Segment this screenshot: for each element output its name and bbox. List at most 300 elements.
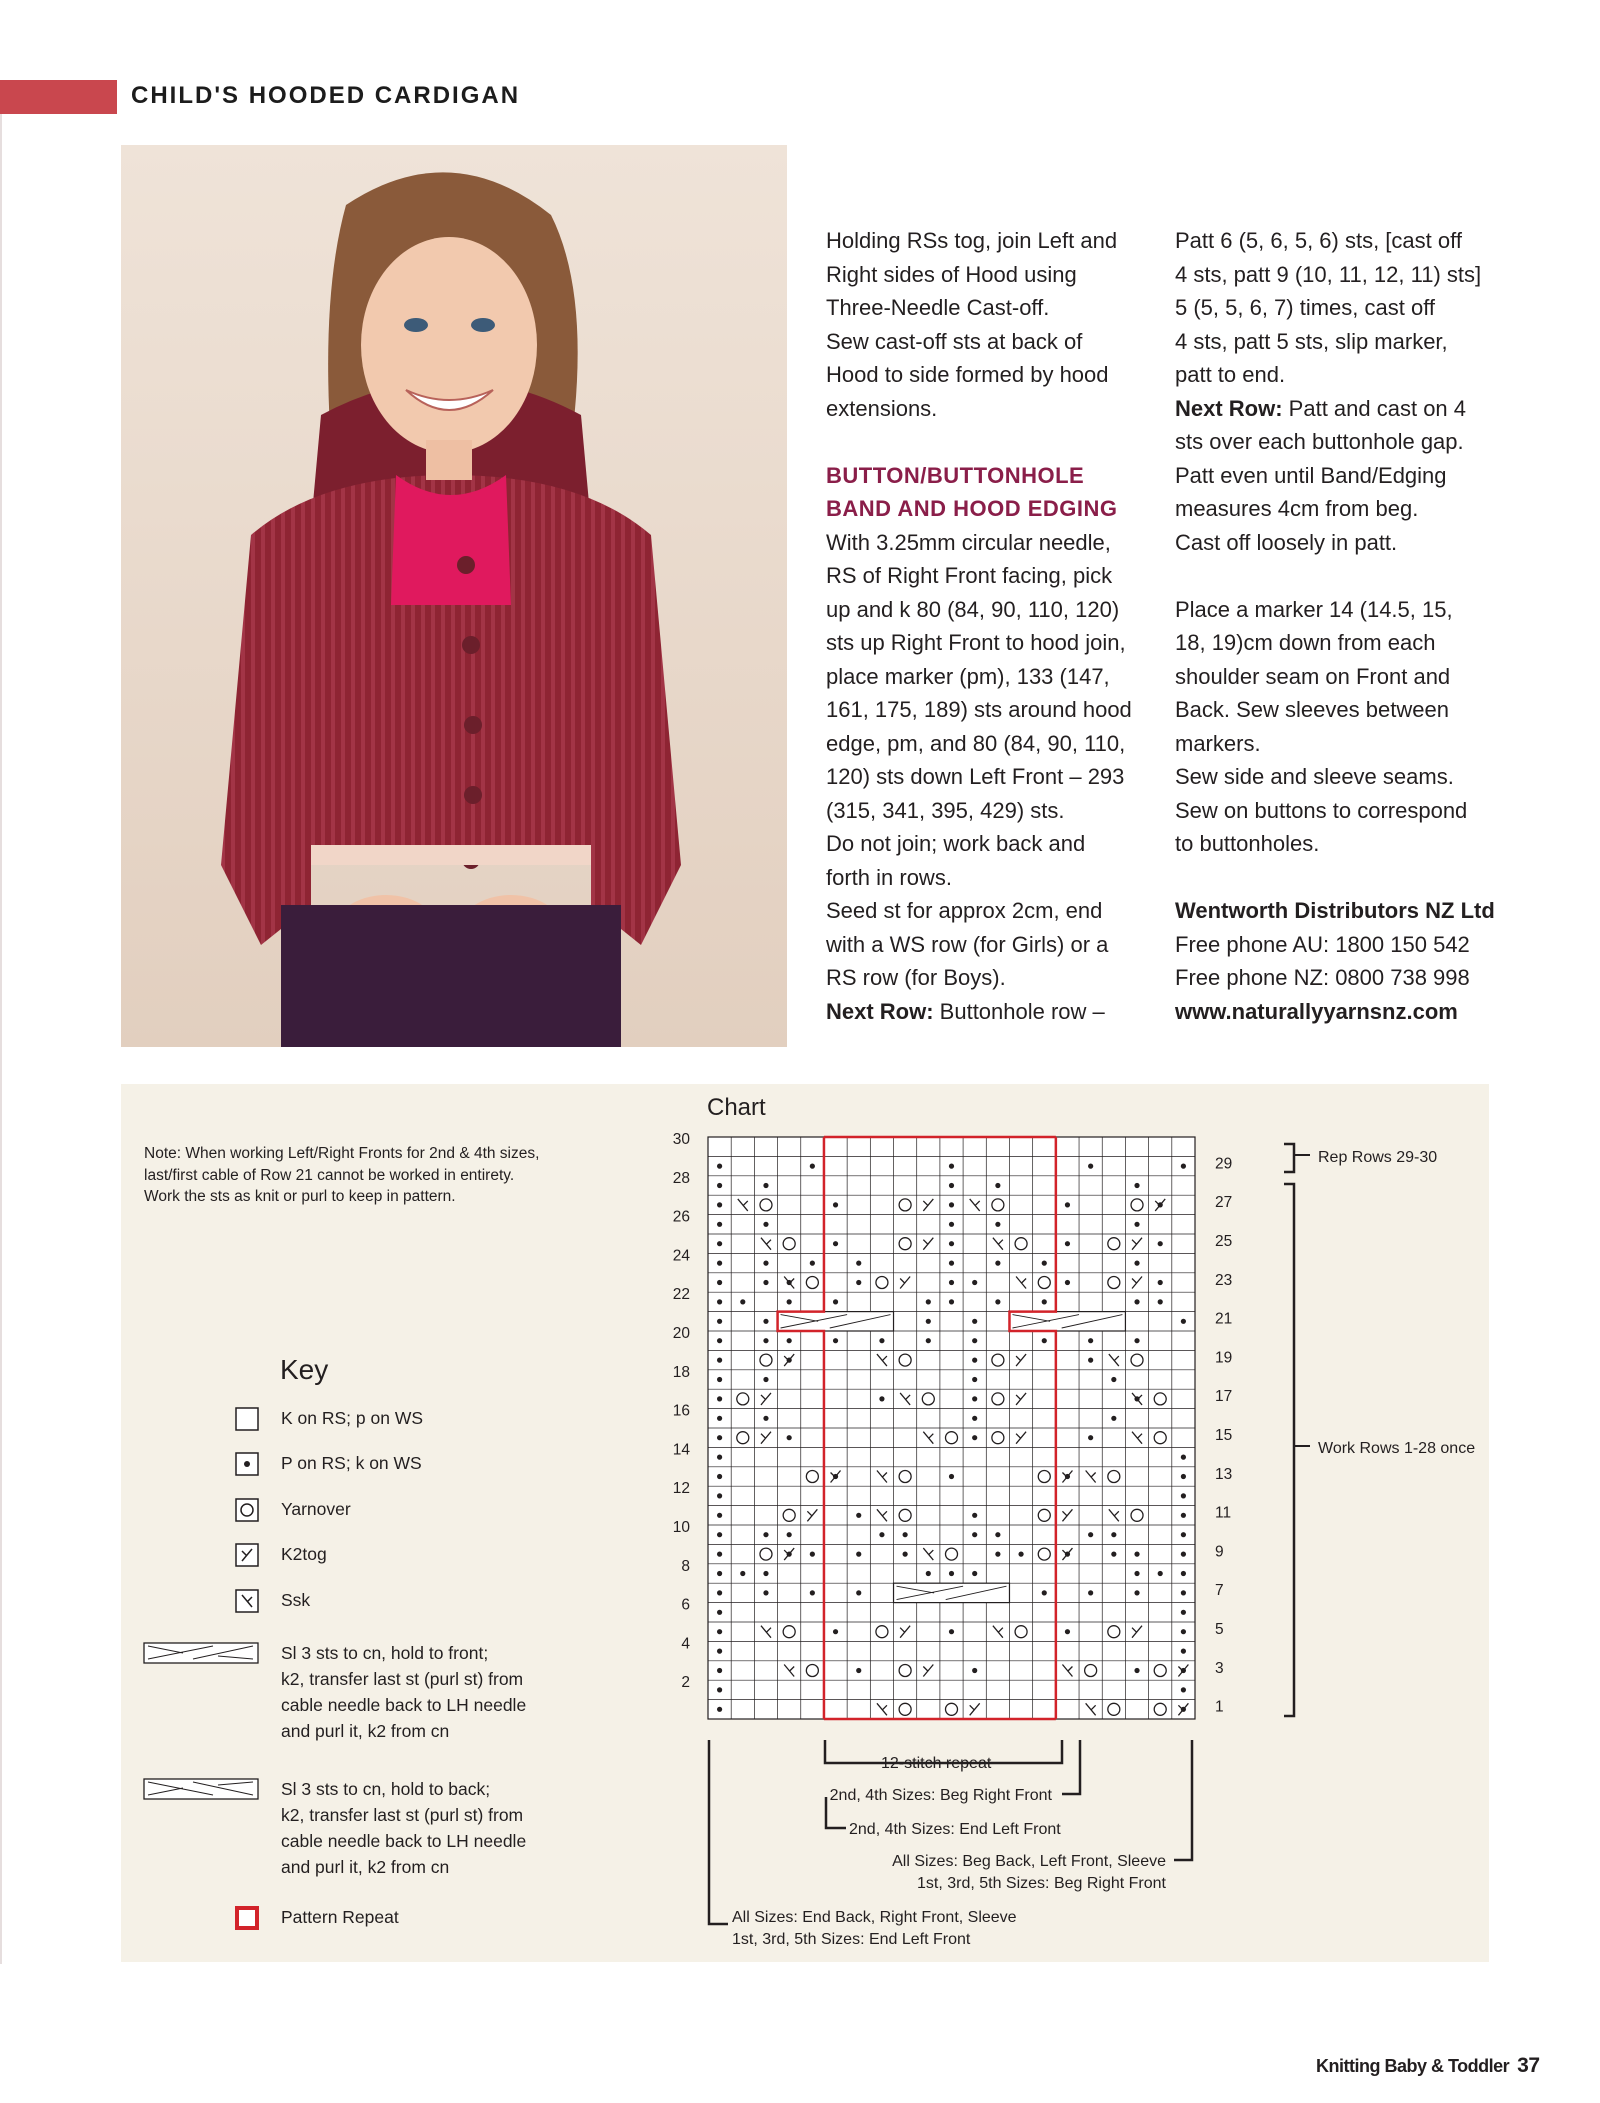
yarnover-stitch xyxy=(1108,1277,1120,1289)
row-number: 25 xyxy=(1215,1233,1233,1250)
text-line: With 3.25mm circular needle, xyxy=(826,529,1111,555)
text-line: Three-Needle Cast-off. xyxy=(826,295,1050,320)
key-label-line: k2, transfer last st (purl st) from xyxy=(281,1805,524,1825)
purl-stitch xyxy=(787,1435,792,1440)
purl-stitch xyxy=(717,1299,722,1304)
row-number: 5 xyxy=(1215,1621,1224,1638)
text-line: 5 (5, 5, 6, 7) times, cast off xyxy=(1175,295,1436,320)
purl-stitch xyxy=(1158,1280,1163,1285)
yarnover-stitch xyxy=(1015,1238,1027,1250)
purl-stitch xyxy=(949,1183,954,1188)
yarnover-stitch xyxy=(1015,1626,1027,1638)
purl-stitch xyxy=(1065,1629,1070,1634)
text-line: Free phone NZ: 0800 738 998 xyxy=(1175,965,1470,990)
yarnover-stitch xyxy=(806,1277,818,1289)
purl-stitch xyxy=(717,1455,722,1460)
purl-stitch xyxy=(1042,1590,1047,1595)
key-label-line: cable needle back to LH needle xyxy=(281,1831,527,1851)
purl-stitch xyxy=(1158,1571,1163,1576)
purl-stitch xyxy=(717,1649,722,1654)
purl-stitch xyxy=(1181,1649,1186,1654)
yarnover-stitch xyxy=(1154,1432,1166,1444)
purl-stitch xyxy=(1065,1280,1070,1285)
purl-stitch xyxy=(972,1396,977,1401)
purl-stitch xyxy=(1181,1493,1186,1498)
yarnover-stitch xyxy=(760,1548,772,1560)
row-number: 10 xyxy=(672,1519,690,1536)
purl-stitch xyxy=(856,1513,861,1518)
yarnover-stitch xyxy=(1038,1471,1050,1483)
purl-stitch xyxy=(717,1261,722,1266)
purl-stitch xyxy=(717,1552,722,1557)
purl-stitch xyxy=(1134,1261,1139,1266)
purl-stitch xyxy=(833,1629,838,1634)
repeat-label: 12-stitch repeat xyxy=(881,1755,992,1772)
line-rest: Buttonhole row – xyxy=(933,998,1105,1024)
yarnover-stitch xyxy=(899,1703,911,1715)
row-number: 29 xyxy=(1215,1155,1233,1173)
purl-stitch xyxy=(763,1377,768,1382)
purl-stitch xyxy=(1088,1164,1093,1169)
row-number: 6 xyxy=(681,1596,690,1614)
yarnover-stitch xyxy=(783,1509,795,1521)
purl-stitch xyxy=(995,1299,1000,1304)
yarnover-stitch xyxy=(876,1277,888,1289)
text-line: RS row (for Boys). xyxy=(826,965,1006,990)
text-line: sts up Right Front to hood join, xyxy=(826,630,1126,655)
purl-stitch xyxy=(949,1629,954,1634)
purl-stitch xyxy=(1088,1590,1093,1595)
purl-stitch xyxy=(833,1241,838,1246)
text-line: Sew on buttons to correspond xyxy=(1175,797,1468,823)
purl-stitch xyxy=(879,1396,884,1401)
text-line: patt to end. xyxy=(1175,362,1286,387)
key-label-line: Ssk xyxy=(281,1590,311,1610)
row-number: 2 xyxy=(681,1674,690,1692)
purl-stitch xyxy=(717,1396,722,1401)
cable-stitch xyxy=(1009,1312,1125,1331)
purl-stitch xyxy=(995,1532,1000,1537)
purl-stitch xyxy=(763,1280,768,1285)
key-label-line: P on RS; k on WS xyxy=(281,1453,422,1473)
work-rows-label: Work Rows 1-28 once xyxy=(1318,1440,1476,1457)
purl-stitch xyxy=(879,1532,884,1537)
purl-stitch xyxy=(1088,1435,1093,1440)
key-label-line: and purl it, k2 from cn xyxy=(281,1857,450,1877)
text-line: to buttonholes. xyxy=(1175,831,1320,856)
purl-stitch xyxy=(763,1532,768,1537)
row-number: 22 xyxy=(672,1286,690,1304)
section-subheading: BAND AND HOOD EDGING xyxy=(826,496,1118,521)
purl-stitch xyxy=(972,1416,977,1421)
purl-stitch xyxy=(1181,1571,1186,1576)
yarnover-stitch xyxy=(1038,1509,1050,1521)
yarnover-stitch xyxy=(899,1471,911,1483)
yarnover-stitch xyxy=(760,1354,772,1366)
key-label-line: Yarnover xyxy=(281,1499,351,1519)
purl-stitch xyxy=(972,1513,977,1518)
yarnover-stitch xyxy=(1131,1509,1143,1521)
page-number: 37 xyxy=(1517,2054,1540,2077)
purl-stitch xyxy=(949,1202,954,1207)
purl-stitch xyxy=(972,1338,977,1343)
row-number: 17 xyxy=(1215,1388,1233,1406)
text-line: RS of Right Front facing, pick xyxy=(826,563,1113,588)
purl-stitch xyxy=(787,1299,792,1304)
row-number: 20 xyxy=(672,1325,690,1342)
purl-stitch xyxy=(995,1183,1000,1188)
purl-stitch xyxy=(763,1222,768,1227)
size-bracket xyxy=(1174,1740,1192,1860)
purl-stitch xyxy=(717,1474,722,1479)
yarnover-stitch xyxy=(946,1432,958,1444)
purl-stitch xyxy=(717,1338,722,1343)
purl-stitch xyxy=(949,1571,954,1576)
row-number: 27 xyxy=(1215,1194,1233,1212)
purl-stitch xyxy=(995,1222,1000,1227)
purl-stitch xyxy=(810,1552,815,1557)
bold-lead: Next Row: xyxy=(1175,395,1283,421)
row-number: 16 xyxy=(672,1402,690,1420)
purl-stitch xyxy=(1181,1629,1186,1634)
text-line: sts over each buttonhole gap. xyxy=(1175,429,1464,454)
purl-stitch xyxy=(856,1668,861,1673)
yarnover-stitch xyxy=(1108,1471,1120,1483)
purl-stitch xyxy=(1134,1571,1139,1576)
yarnover-stitch xyxy=(899,1238,911,1250)
bold-line: Wentworth Distributors NZ Ltd xyxy=(1175,898,1495,923)
purl-stitch xyxy=(972,1435,977,1440)
purl-stitch xyxy=(1111,1377,1116,1382)
size-label: All Sizes: End Back, Right Front, Sleeve xyxy=(732,1909,1017,1926)
row-number: 13 xyxy=(1215,1465,1233,1483)
yarnover-stitch xyxy=(737,1432,749,1444)
purl-stitch xyxy=(1088,1338,1093,1343)
yarnover-stitch xyxy=(1038,1548,1050,1560)
purl-stitch xyxy=(833,1338,838,1343)
purl-stitch xyxy=(1134,1299,1139,1304)
purl-stitch xyxy=(717,1416,722,1421)
cable-stitch xyxy=(894,1583,1010,1602)
purl-stitch xyxy=(833,1202,838,1207)
purl-stitch xyxy=(810,1261,815,1266)
purl-stitch xyxy=(717,1358,722,1363)
purl-stitch xyxy=(1134,1222,1139,1227)
yarnover-stitch xyxy=(1085,1665,1097,1677)
purl-stitch xyxy=(856,1590,861,1595)
yarnover-stitch xyxy=(899,1509,911,1521)
row-number: 14 xyxy=(672,1441,690,1459)
purl-stitch xyxy=(856,1280,861,1285)
yarnover-stitch xyxy=(899,1199,911,1211)
purl-stitch xyxy=(949,1164,954,1169)
purl-stitch xyxy=(810,1590,815,1595)
text-line: Back. Sew sleeves between xyxy=(1175,697,1449,722)
size-label: 1st, 3rd, 5th Sizes: End Left Front xyxy=(732,1931,971,1948)
rep-rows-label: Rep Rows 29-30 xyxy=(1318,1149,1438,1166)
text-line: up and k 80 (84, 90, 110, 120) xyxy=(826,596,1120,622)
purl-stitch xyxy=(1018,1552,1023,1557)
purl-stitch xyxy=(717,1707,722,1712)
page-title: CHILD'S HOODED CARDIGAN xyxy=(131,82,521,109)
yarnover-stitch xyxy=(922,1393,934,1405)
purl-stitch xyxy=(740,1299,745,1304)
text-line: edge, pm, and 80 (84, 90, 110, xyxy=(826,730,1126,756)
purl-stitch xyxy=(717,1222,722,1227)
text-line: Do not join; work back and xyxy=(826,831,1086,856)
row-number: 23 xyxy=(1215,1271,1233,1289)
purl-stitch xyxy=(717,1532,722,1537)
yarnover-stitch xyxy=(992,1432,1004,1444)
text-line: 4 sts, patt 9 (10, 11, 12, 11) sts] xyxy=(1175,261,1482,287)
page-footer xyxy=(1316,2054,1540,2078)
text-line: Seed st for approx 2cm, end xyxy=(826,898,1103,923)
purl-stitch xyxy=(1111,1552,1116,1557)
purl-stitch xyxy=(972,1668,977,1673)
text-line: shoulder seam on Front and xyxy=(1175,663,1451,689)
yarnover-stitch xyxy=(946,1703,958,1715)
purl-stitch xyxy=(1042,1338,1047,1343)
row-number: 30 xyxy=(672,1131,690,1148)
purl-stitch xyxy=(717,1164,722,1169)
purl-stitch xyxy=(763,1571,768,1576)
purl-stitch xyxy=(717,1319,722,1324)
purl-stitch xyxy=(717,1610,722,1615)
purl-stitch xyxy=(903,1532,908,1537)
purl-stitch xyxy=(949,1261,954,1266)
purl-stitch xyxy=(717,1590,722,1595)
yarnover-stitch xyxy=(1108,1703,1120,1715)
purl-stitch xyxy=(949,1474,954,1479)
purl-stitch xyxy=(949,1222,954,1227)
row-number: 3 xyxy=(1215,1659,1224,1677)
row-number: 28 xyxy=(672,1169,690,1187)
purl-stitch xyxy=(972,1280,977,1285)
text-line: (315, 341, 395, 429) sts. xyxy=(826,797,1065,823)
bold-lead: Next Row: xyxy=(826,998,934,1024)
purl-stitch xyxy=(787,1532,792,1537)
size-label: 2nd, 4th Sizes: Beg Right Front xyxy=(829,1787,1052,1804)
row-number: 1 xyxy=(1215,1698,1224,1716)
text-line: 161, 175, 189) sts around hood xyxy=(826,697,1132,722)
purl-stitch xyxy=(717,1241,722,1246)
purl-stitch xyxy=(879,1338,884,1343)
line-rest: Patt and cast on 4 xyxy=(1282,395,1467,421)
purl-stitch xyxy=(856,1261,861,1266)
purl-stitch xyxy=(763,1319,768,1324)
purl-stitch xyxy=(717,1183,722,1188)
purl-stitch xyxy=(856,1552,861,1557)
purl-stitch xyxy=(1181,1590,1186,1595)
purl-stitch xyxy=(833,1299,838,1304)
text-line: forth in rows. xyxy=(826,864,952,890)
purl-stitch xyxy=(1065,1202,1070,1207)
purl-stitch xyxy=(740,1571,745,1576)
purl-stitch xyxy=(763,1416,768,1421)
size-label: 2nd, 4th Sizes: End Left Front xyxy=(849,1821,1061,1838)
publication-name: Knitting Baby & Toddler xyxy=(1316,2056,1510,2076)
text-line: measures 4cm from beg. xyxy=(1175,496,1419,521)
text-line: 4 sts, patt 5 sts, slip marker, xyxy=(1175,328,1448,354)
row-number: 12 xyxy=(672,1480,690,1498)
key-title: Key xyxy=(280,1354,329,1385)
yarnover-stitch xyxy=(1038,1277,1050,1289)
yarnover-stitch xyxy=(1154,1665,1166,1677)
yarnover-stitch xyxy=(1154,1703,1166,1715)
purl-stitch xyxy=(1134,1338,1139,1343)
purl-stitch xyxy=(717,1377,722,1382)
section-subheading: BUTTON/BUTTONHOLE xyxy=(826,462,1085,488)
purl-stitch xyxy=(1088,1532,1093,1537)
size-label: 1st, 3rd, 5th Sizes: Beg Right Front xyxy=(916,1875,1166,1892)
purl-stitch xyxy=(1181,1687,1186,1692)
key-label-line: and purl it, k2 from cn xyxy=(281,1721,450,1741)
yarnover-stitch xyxy=(1108,1626,1120,1638)
purl-stitch xyxy=(717,1513,722,1518)
purl-stitch xyxy=(1134,1668,1139,1673)
yarnover-stitch xyxy=(737,1393,749,1405)
purl-stitch xyxy=(1042,1299,1047,1304)
key-label-line: k2, transfer last st (purl st) from xyxy=(281,1669,524,1689)
yarnover-stitch xyxy=(899,1354,911,1366)
purl-stitch xyxy=(717,1668,722,1673)
purl-stitch xyxy=(810,1164,815,1169)
size-bracket xyxy=(1062,1740,1080,1794)
purl-stitch xyxy=(903,1552,908,1557)
purl-stitch xyxy=(926,1571,931,1576)
yarnover-stitch xyxy=(1154,1393,1166,1405)
yarnover-stitch xyxy=(806,1471,818,1483)
purl-stitch xyxy=(1181,1513,1186,1518)
yarnover-stitch xyxy=(992,1199,1004,1211)
purl-stitch xyxy=(717,1493,722,1498)
purl-stitch xyxy=(972,1358,977,1363)
purl-stitch xyxy=(995,1261,1000,1266)
key-label-line: Pattern Repeat xyxy=(281,1907,399,1927)
yarnover-stitch xyxy=(1108,1238,1120,1250)
size-bracket xyxy=(709,1740,728,1924)
purl-stitch xyxy=(1134,1552,1139,1557)
row-number: 19 xyxy=(1215,1349,1233,1367)
purl-stitch xyxy=(926,1319,931,1324)
text-line: Sew side and sleeve seams. xyxy=(1175,764,1454,789)
yarnover-stitch xyxy=(1131,1199,1143,1211)
row-number: 9 xyxy=(1215,1543,1224,1561)
row-number: 11 xyxy=(1215,1504,1232,1522)
text-line: Sew cast-off sts at back of xyxy=(826,328,1083,354)
purl-stitch xyxy=(1181,1319,1186,1324)
purl-stitch xyxy=(972,1571,977,1576)
work-rows-bracket xyxy=(1284,1184,1294,1716)
purl-stitch xyxy=(1158,1299,1163,1304)
purl-stitch xyxy=(972,1319,977,1324)
key-label-line: cable needle back to LH needle xyxy=(281,1695,527,1715)
yarnover-stitch xyxy=(783,1626,795,1638)
text-line: Free phone AU: 1800 150 542 xyxy=(1175,931,1470,957)
key-label-line: K on RS; p on WS xyxy=(281,1408,424,1428)
purl-stitch xyxy=(1158,1241,1163,1246)
purl-stitch xyxy=(1181,1474,1186,1479)
purl-stitch xyxy=(717,1629,722,1634)
purl-stitch xyxy=(926,1299,931,1304)
text-line: Holding RSs tog, join Left and xyxy=(826,228,1118,253)
purl-stitch xyxy=(995,1552,1000,1557)
size-label: All Sizes: Beg Back, Left Front, Sleeve xyxy=(892,1853,1166,1870)
purl-stitch xyxy=(1181,1532,1186,1537)
purl-stitch xyxy=(949,1241,954,1246)
row-number: 15 xyxy=(1215,1427,1233,1444)
purl-stitch xyxy=(1181,1552,1186,1557)
purl-stitch xyxy=(763,1261,768,1266)
yarnover-stitch xyxy=(760,1199,772,1211)
purl-stitch xyxy=(717,1280,722,1285)
purl-stitch xyxy=(972,1377,977,1382)
yarnover-stitch xyxy=(783,1238,795,1250)
yarnover-stitch xyxy=(876,1626,888,1638)
rep-rows-bracket xyxy=(1284,1144,1294,1172)
row-number: 4 xyxy=(681,1635,690,1653)
text-line: 18, 19)cm down from each xyxy=(1175,630,1436,655)
row-number: 7 xyxy=(1215,1582,1224,1600)
purl-stitch xyxy=(1181,1455,1186,1460)
text-line: with a WS row (for Girls) or a xyxy=(826,931,1109,957)
note-line: last/first cable of Row 21 cannot be worked in entirety. xyxy=(144,1166,515,1184)
purl-stitch xyxy=(717,1687,722,1692)
purl-stitch xyxy=(787,1338,792,1343)
purl-stitch xyxy=(1111,1416,1116,1421)
text-line: Hood to side formed by hood xyxy=(826,362,1109,387)
text-line: Patt even until Band/Edging xyxy=(1175,462,1447,488)
purl-stitch xyxy=(1181,1610,1186,1615)
purl-stitch xyxy=(763,1183,768,1188)
purl-stitch xyxy=(1042,1261,1047,1266)
purl-stitch xyxy=(1065,1241,1070,1246)
yarnover-stitch xyxy=(899,1665,911,1677)
bold-line: www.naturallyyarnsnz.com xyxy=(1175,998,1458,1024)
row-number: 8 xyxy=(681,1557,690,1575)
yarnover-stitch xyxy=(1131,1354,1143,1366)
text-line: Cast off loosely in patt. xyxy=(1175,529,1398,555)
note-line: Note: When working Left/Right Fronts for 2nd & 4th sizes, xyxy=(144,1145,540,1162)
yarnover-stitch xyxy=(806,1665,818,1677)
purl-stitch xyxy=(949,1280,954,1285)
text-line: 120) sts down Left Front – 293 xyxy=(826,764,1125,789)
key-label-line: Sl 3 sts to cn, hold to back; xyxy=(281,1779,491,1799)
cable-stitch xyxy=(778,1312,894,1331)
text-line: extensions. xyxy=(826,395,938,421)
yarnover-stitch xyxy=(946,1548,958,1560)
purl-stitch xyxy=(717,1571,722,1576)
text-line: Place a marker 14 (14.5, 15, xyxy=(1175,596,1453,622)
key-label-line: K2tog xyxy=(281,1544,327,1564)
yarnover-stitch xyxy=(992,1354,1004,1366)
purl-stitch xyxy=(949,1299,954,1304)
key-label-line: Sl 3 sts to cn, hold to front; xyxy=(281,1643,489,1663)
text-line: Patt 6 (5, 6, 5, 6) sts, [cast off xyxy=(1175,228,1462,253)
purl-stitch xyxy=(717,1435,722,1440)
purl-stitch xyxy=(1134,1183,1139,1188)
row-number: 24 xyxy=(672,1247,690,1265)
purl-stitch xyxy=(1088,1358,1093,1363)
purl-stitch xyxy=(763,1590,768,1595)
purl-stitch xyxy=(972,1532,977,1537)
note-line: Work the sts as knit or purl to keep in pattern. xyxy=(144,1188,456,1205)
row-number: 26 xyxy=(672,1208,690,1226)
purl-stitch xyxy=(717,1202,722,1207)
yarnover-stitch xyxy=(992,1393,1004,1405)
purl-stitch xyxy=(1181,1164,1186,1169)
row-number: 18 xyxy=(672,1363,690,1381)
